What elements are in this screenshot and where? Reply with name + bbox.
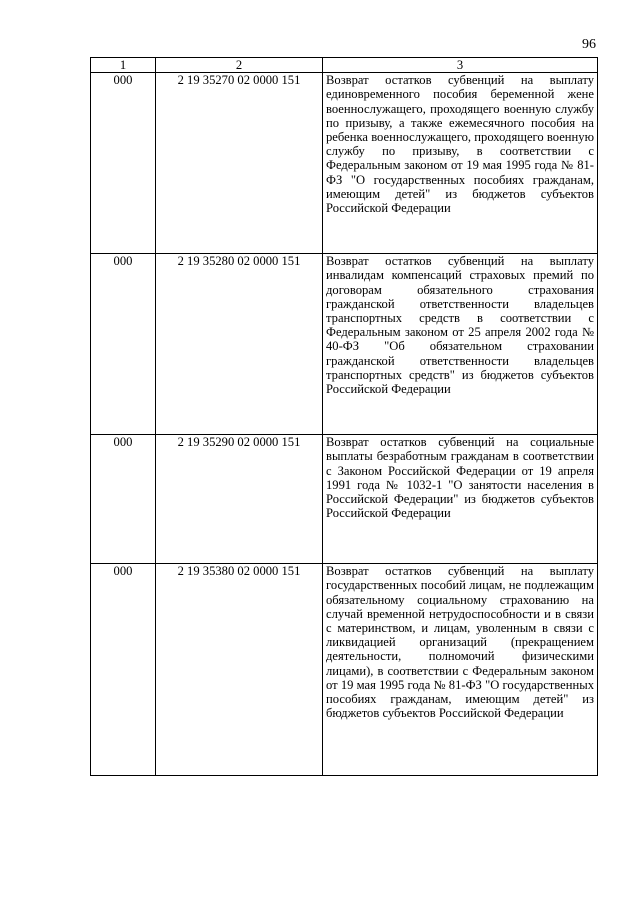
kbk-code-cell: 2 19 35380 02 0000 151: [156, 564, 323, 776]
admin-code-cell: 000: [91, 564, 156, 776]
admin-code-cell: 000: [91, 254, 156, 435]
admin-code-cell: 000: [91, 435, 156, 564]
column-number-3: 3: [323, 58, 598, 73]
table-row: [91, 564, 598, 776]
kbk-code-cell: 2 19 35270 02 0000 151: [156, 73, 323, 254]
page-number: 96: [582, 37, 596, 52]
table-header-row: [91, 58, 598, 73]
column-number-1: 1: [91, 58, 156, 73]
table-row: [91, 73, 598, 254]
column-number-2: 2: [156, 58, 323, 73]
table-row: [91, 435, 598, 564]
description-cell: Возврат остатков субвенций на социальные выплаты безработным гражданам в соответствии с Законом Российской Федерации от 19 апреля 1991 года № 1032-1 "О занятости населения в Российской Федерации" из бюджетов субъектов Российской Федерации: [323, 435, 598, 564]
table-row: [91, 254, 598, 435]
kbk-code-cell: 2 19 35290 02 0000 151: [156, 435, 323, 564]
description-cell: Возврат остатков субвенций на выплату инвалидам компенсаций страховых премий по договорам обязательного страхования гражданской ответственности владельцев транспортных средств в соответствии с Федеральным законом от 25 апреля 2002 года № 40-ФЗ "Об обязательном страховании гражданской ответственности владельцев транспортных средств" из бюджетов субъектов Российской Федерации: [323, 254, 598, 435]
description-cell: Возврат остатков субвенций на выплату единовременного пособия беременной жене военнослужащего, проходящего военную службу по призыву, а также ежемесячного пособия на ребенка военнослужащего, проходящего военную службу по призыву, в соответствии с Федеральным законом от 19 мая 1995 года № 81-ФЗ "О государственных пособиях гражданам, имеющим детей" из бюджетов субъектов Российской Федерации: [323, 73, 598, 254]
admin-code-cell: 000: [91, 73, 156, 254]
kbk-code-cell: 2 19 35280 02 0000 151: [156, 254, 323, 435]
description-cell: Возврат остатков субвенций на выплату государственных пособий лицам, не подлежащим обязательному социальному страхованию на случай временной нетрудоспособности и в связи с материнством, и лицам, уволенным в связи с ликвидацией организаций (прекращением деятельности, полномочий физическими лицами), в соответствии с Федеральным законом от 19 мая 1995 года № 81-ФЗ "О государственных пособиях гражданам, имеющим детей" из бюджетов субъектов Российской Федерации: [323, 564, 598, 776]
budget-codes-table: [90, 57, 598, 776]
